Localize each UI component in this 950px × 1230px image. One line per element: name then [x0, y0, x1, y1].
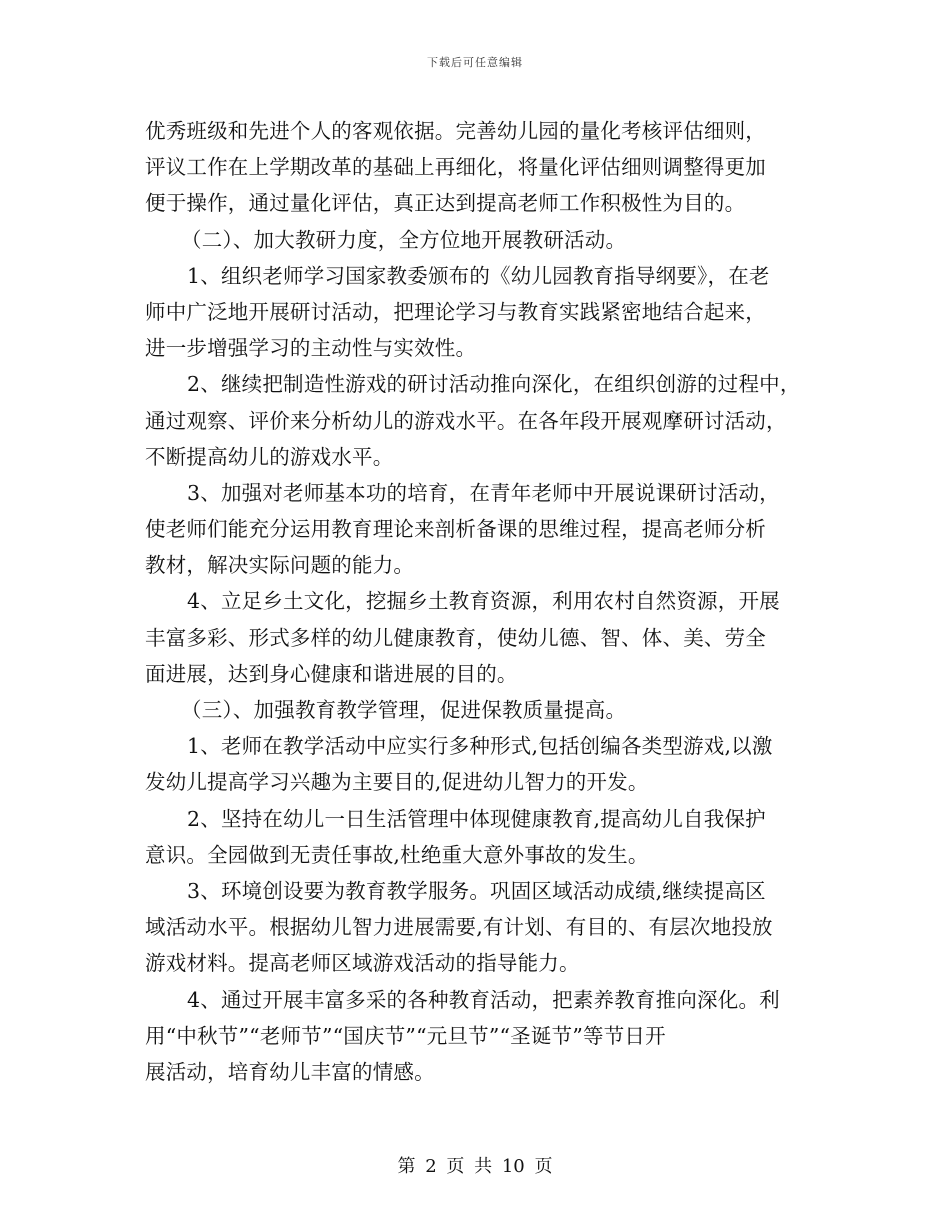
- paragraph-line: 不断提高幼儿的游戏水平。: [145, 444, 394, 469]
- paragraph-line: 通过观察、评价来分析幼儿的游戏水平。在各年段开展观摩研讨活动，: [145, 408, 787, 433]
- paragraph-line: 域活动水平。根据幼儿智力进展需要,有计划、有目的、有层次地投放: [145, 915, 773, 940]
- paragraph-line: 1、组织老师学习国家教委颁布的《幼儿园教育指导纲要》，在老: [187, 263, 770, 288]
- paragraph-line: 教材，解决实际问题的能力。: [145, 553, 415, 578]
- document-body: [145, 113, 810, 1090]
- paragraph-line: 使老师们能充分运用教育理论来剖析备课的思维过程，提高老师分析: [145, 517, 766, 542]
- paragraph-line: 用“中秋节”“老师节”“国庆节”“元旦节”“圣诞节”等节日开: [145, 1023, 666, 1048]
- paragraph-line: 2、继续把制造性游戏的研讨活动推向深化，在组织创游的过程中，: [187, 372, 801, 397]
- paragraph-line: 评议工作在上学期改革的基础上再细化，将量化评估细则调整得更加: [145, 155, 766, 180]
- paragraph-line: 4、立足乡土文化，挖掘乡土教育资源，利用农村自然资源，开展: [187, 589, 780, 614]
- paragraph-line: 优秀班级和先进个人的客观依据。完善幼儿园的量化考核评估细则，: [145, 119, 766, 143]
- section-heading: （三）、加强教育教学管理，促进保教质量提高。: [181, 698, 627, 722]
- paragraph-line: 展活动，培育幼儿丰富的情感。: [145, 1059, 435, 1084]
- paragraph-line: 面进展，达到身心健康和谐进展的目的。: [145, 661, 518, 686]
- paragraph-line: 发幼儿提高学习兴趣为主要目的,促进幼儿智力的开发。: [145, 770, 649, 795]
- page-number: 第 2 页 共 10 页: [397, 1156, 553, 1177]
- paragraph-line: 2、坚持在幼儿一日生活管理中体现健康教育,提高幼儿自我保护: [187, 806, 766, 831]
- paragraph-line: 3、环境创设要为教育教学服务。巩固区域活动成绩,继续提高区: [187, 878, 766, 903]
- paragraph-line: 4、通过开展丰富多采的各种教育活动，把素养教育推向深化。利: [187, 987, 780, 1012]
- paragraph-line: 进一步增强学习的主动性与实效性。: [145, 336, 477, 361]
- paragraph-line: 游戏材料。提高老师区域游戏活动的指导能力。: [145, 951, 580, 976]
- paragraph-line: 1、老师在教学活动中应实行多种形式,包括创编各类型游戏,以激: [187, 734, 773, 759]
- paragraph-line: 师中广泛地开展研讨活动，把理论学习与教育实践紧密地结合起来，: [145, 299, 766, 324]
- paragraph-line: 丰富多彩、形式多样的幼儿健康教育，使幼儿德、智、体、美、劳全: [145, 625, 766, 650]
- page-header-note: 下载后可任意编辑: [427, 56, 523, 69]
- section-heading: （二）、加大教研力度，全方位地开展教研活动。: [181, 227, 627, 252]
- paragraph-line: 3、加强对老师基本功的培育，在青年老师中开展说课研讨活动，: [187, 480, 780, 505]
- paragraph-line: 意识。全园做到无责任事故,杜绝重大意外事故的发生。: [145, 842, 649, 867]
- paragraph-line: 便于操作，通过量化评估，真正达到提高老师工作积极性为目的。: [145, 191, 746, 216]
